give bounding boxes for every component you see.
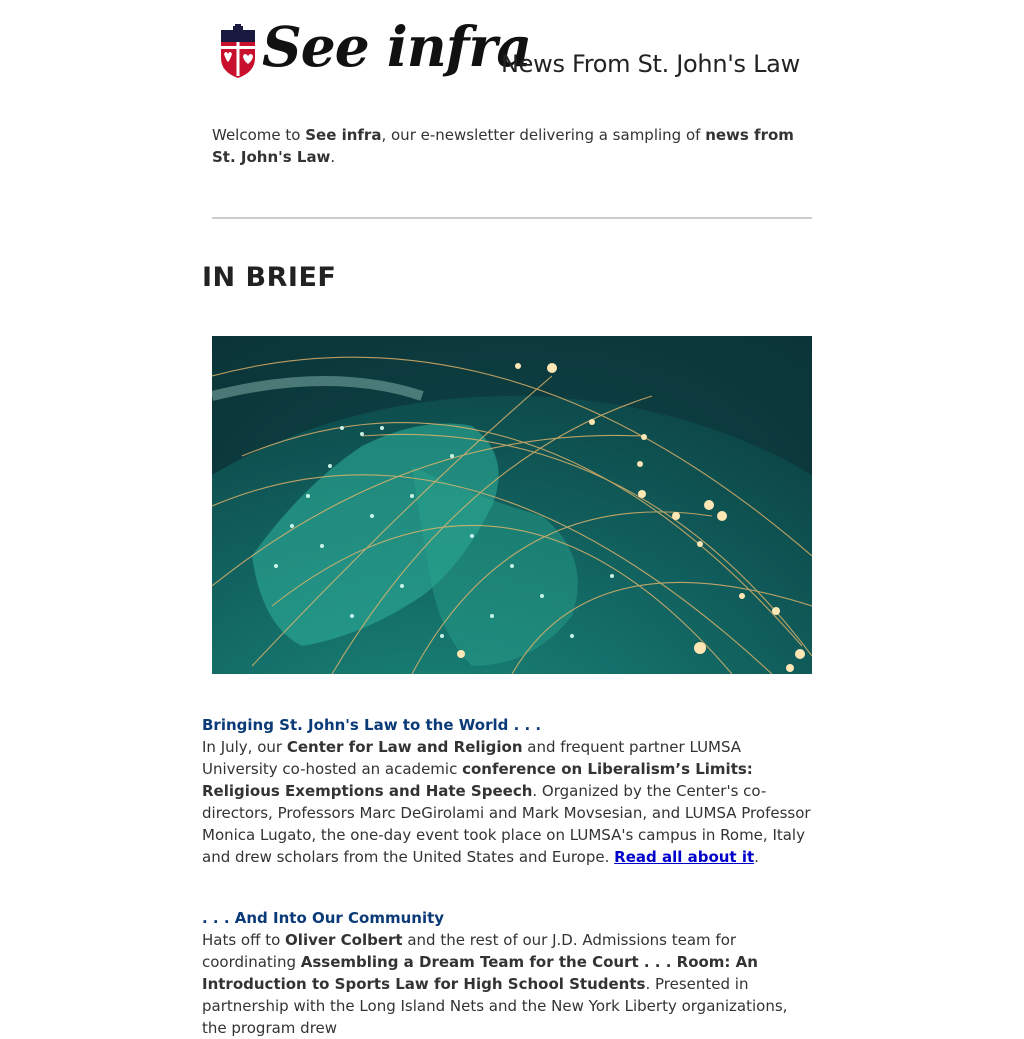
globe-network-image xyxy=(212,336,812,674)
section-title: IN BRIEF xyxy=(202,262,337,293)
article-title: . . . And Into Our Community xyxy=(202,909,445,927)
article-title: Bringing St. John's Law to the World . . . xyxy=(202,716,542,734)
masthead-logo xyxy=(220,14,810,92)
article-world xyxy=(202,714,816,868)
article-community xyxy=(202,907,816,1039)
shield-icon xyxy=(220,24,256,78)
welcome-text: Welcome to See infra, our e-newsletter delivering a sampling of news from St. John's Law. xyxy=(212,126,794,166)
brand-tagline: News From St. John's Law xyxy=(501,50,800,78)
divider xyxy=(212,217,812,219)
read-more-link[interactable]: Read all about it xyxy=(614,848,755,866)
brand-name: See infra xyxy=(262,14,532,79)
article-body: Hats off to Oliver Colbert and the rest of our J.D. Admissions team for coordinating Assembling a Dream Team for the Court . . . Room: An Introduction to Sports Law for High School Students. Presented in partnership with the Long Island Nets and the New York Liberty organizations, the program drew xyxy=(202,931,788,1037)
article-body: In July, our Center for Law and Religion and frequent partner LUMSA University co-hosted an academic conference on Liberalism’s Limits: Religious Exemptions and Hate Speech. Organized by the Center's co-directors, Professors Marc DeGirolami and Mark Movsesian, and LUMSA Professor Monica Lugato, the one-day event took place on LUMSA's campus in Rome, Italy and drew scholars from the United States and Europe. Read all about it. xyxy=(202,738,811,866)
